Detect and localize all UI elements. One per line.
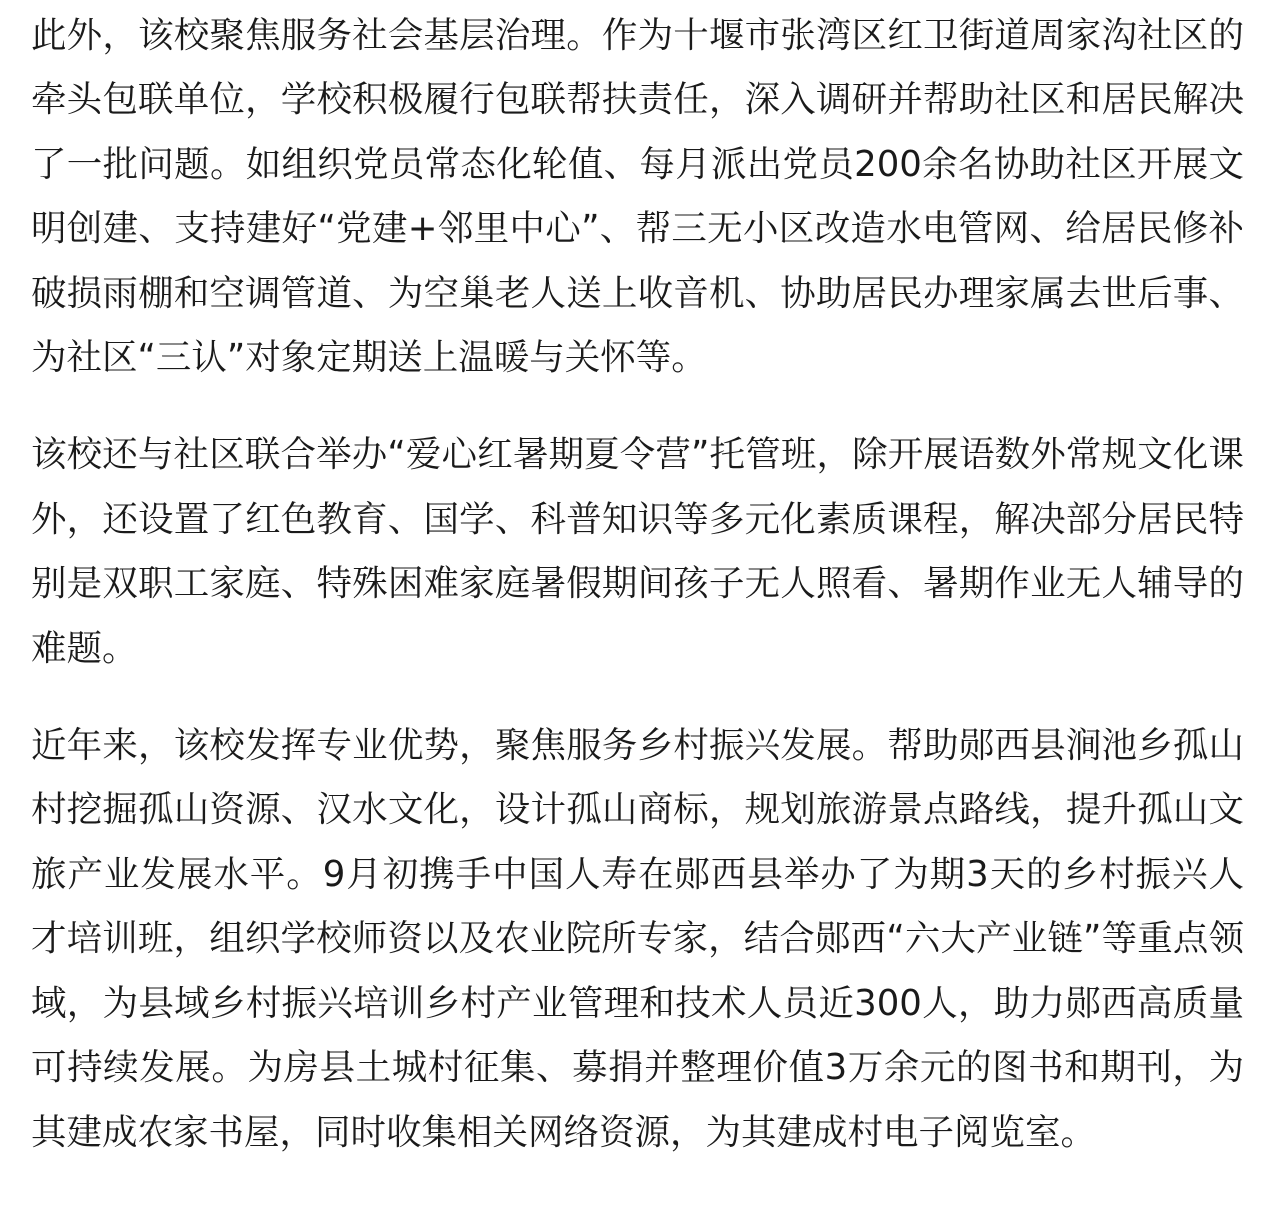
paragraph-community-governance: 此外，该校聚焦服务社会基层治理。作为十堰市张湾区红卫街道周家沟社区的牵头包联单位，学校积极履行包联帮扶责任，深入调研并帮助社区和居民解决了一批问题。如组织党员常态化轮值、每月派出党员200余名协助社区开展文明创建、支持建好“党建+邻里中心”、帮三无小区改造水电管网、给居民修补破损雨棚和空调管道、为空巢老人送上收音机、协助居民办理家属去世后事、为社区“三认”对象定期送上温暖与关怀等。 <box>31 15 1244 379</box>
paragraph-summer-camp: 该校还与社区联合举办“爱心红暑期夏令营”托管班，除开展语数外常规文化课外，还设置了红色教育、国学、科普知识等多元化素质课程，解决部分居民特别是双职工家庭、特殊困难家庭暑假期间孩子无人照看、暑期作业无人辅导的难题。 <box>31 434 1244 669</box>
paragraph-rural-revitalization: 近年来，该校发挥专业优势，聚焦服务乡村振兴发展。帮助郧西县涧池乡孤山村挖掘孤山资源、汉水文化，设计孤山商标，规划旅游景点路线，提升孤山文旅产业发展水平。9月初携手中国人寿在郧西县举办了为期3天的乡村振兴人才培训班，组织学校师资以及农业院所专家，结合郧西“六大产业链”等重点领域，为县域乡村振兴培训乡村产业管理和技术人员近300人，助力郧西高质量可持续发展。为房县土城村征集、募捐并整理价值3万余元的图书和期刊，为其建成农家书屋，同时收集相关网络资源，为其建成村电子阅览室。 <box>31 725 1244 1153</box>
